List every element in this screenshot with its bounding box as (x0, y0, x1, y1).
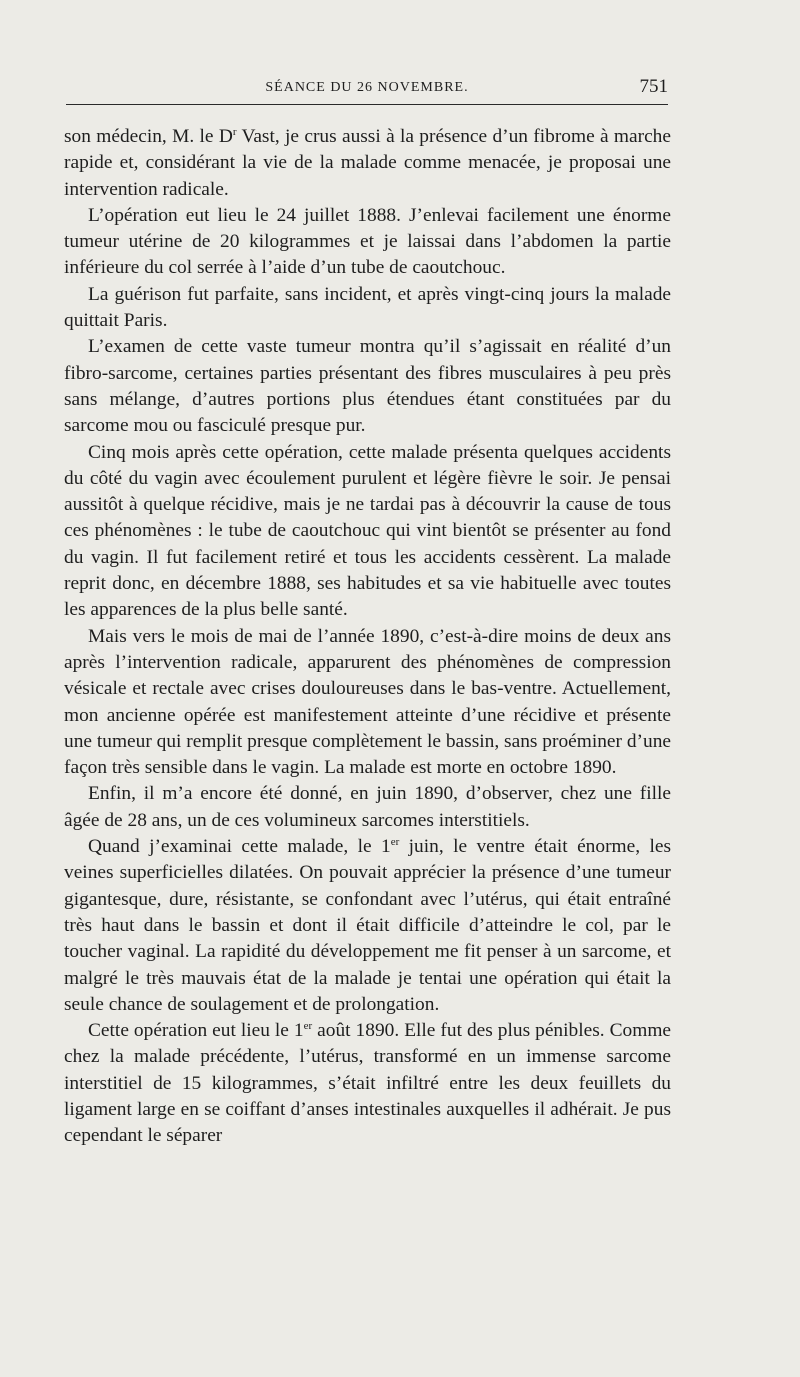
running-title: SÉANCE DU 26 NOVEMBRE. (265, 80, 469, 95)
running-head (66, 76, 668, 100)
body-text (64, 124, 671, 1150)
paragraph-5 (64, 440, 671, 624)
paragraph-1-text-b: Vast, je crus aussi à la présence d’un fibrome à marche rapide et, considérant la vie de la malade comme menacée, je proposai une intervention radicale. (64, 126, 671, 200)
paragraph-2 (64, 203, 671, 282)
paragraph-1-text-a: son médecin, M. le D (64, 126, 233, 147)
paragraph-4 (64, 334, 671, 439)
paragraph-1 (64, 124, 671, 203)
paragraph-6 (64, 624, 671, 782)
paragraph-3 (64, 282, 671, 335)
paragraph-1-sup: r (232, 126, 237, 138)
paragraph-3-text: La guérison fut parfaite, sans incident, et après vingt-cinq jours la malade quittait Paris. (64, 283, 671, 332)
paragraph-4-text: L’examen de cette vaste tumeur montra qu’il s’agissait en réalité d’un fibro-sarcome, certaines parties présentant des fibres musculaires à peu près sans mélange, d’autres portions plus étendues étant constituées par du sarcome mou ou fasciculé presque pur. (64, 336, 671, 437)
paragraph-9 (64, 1018, 671, 1149)
paragraph-2-text: L’opération eut lieu le 24 juillet 1888. J’enlevai facilement une énorme tumeur utérine de 20 kilogrammes et je laissai dans l’abdomen la partie inférieure du col serrée à l’aide d’un tube de caoutchouc. (64, 204, 671, 279)
paragraph-8-text-a: Quand j’examinai cette malade, le 1 (88, 836, 391, 858)
paragraph-8-sup: er (390, 836, 400, 849)
paragraph-7-text: Enfin, il m’a encore été donné, en juin 1890, d’observer, chez une fille âgée de 28 ans, un de ces volumineux sarcomes interstitiels. (64, 783, 671, 831)
paragraph-8 (64, 834, 671, 1018)
paragraph-9-text-a: Cette opération eut lieu le 1 (88, 1020, 304, 1042)
paragraph-8-text-b: juin, le ventre était énorme, les veines superficielles dilatées. On pouvait apprécier la présence d’une tumeur gigantesque, dure, résistante, se confondant avec l’utérus, qui était entraîné très haut dans le bassin et dont il était difficile d’atteindre le col, par le toucher vaginal. La rapidité du développement me fit penser à un sarcome, et malgré le très mauvais état de la malade je tentai une opération qui était la seule chance de soulagement et de prolongation. (64, 836, 672, 1015)
paragraph-9-sup: er (303, 1020, 313, 1033)
paragraph-5-text: Cinq mois après cette opération, cette malade présenta quelques accidents du côté du vagin avec écoulement purulent et légère fièvre le soir. Je pensai aussitôt à quelque récidive, mais je ne tardai pas à découvrir la cause de tous ces phénomènes : le tube de caoutchouc qui vint bientôt se présenter au fond du vagin. Il fut facilement retiré et tous les accidents cessèrent. La malade reprit donc, en décembre 1888, ses habitudes et sa vie habituelle avec toutes les apparences de la plus belle santé. (64, 441, 671, 621)
header-rule (66, 104, 668, 105)
paragraph-6-text: Mais vers le mois de mai de l’année 1890, c’est-à-dire moins de deux ans après l’intervention radicale, apparurent des phénomènes de compression vésicale et rectale avec crises douloureuses dans le bas-ventre. Actuellement, mon ancienne opérée est manifestement atteinte d’une récidive et présente une tumeur qui remplit presque complètement le bassin, sans proéminer d’une façon très sensible dans le vagin. La malade est morte en octobre 1890. (64, 625, 671, 779)
paragraph-7 (64, 781, 671, 834)
paragraph-9-text-b: août 1890. Elle fut des plus pénibles. Comme chez la malade précédente, l’utérus, transformé en un immense sarcome interstitiel de 15 kilogrammes, s’était infiltré entre les deux feuillets du ligament large en se coiffant d’anses intestinales auxquelles il adhérait. Je pus cependant le séparer (64, 1020, 672, 1147)
page-number: 751 (639, 76, 668, 97)
